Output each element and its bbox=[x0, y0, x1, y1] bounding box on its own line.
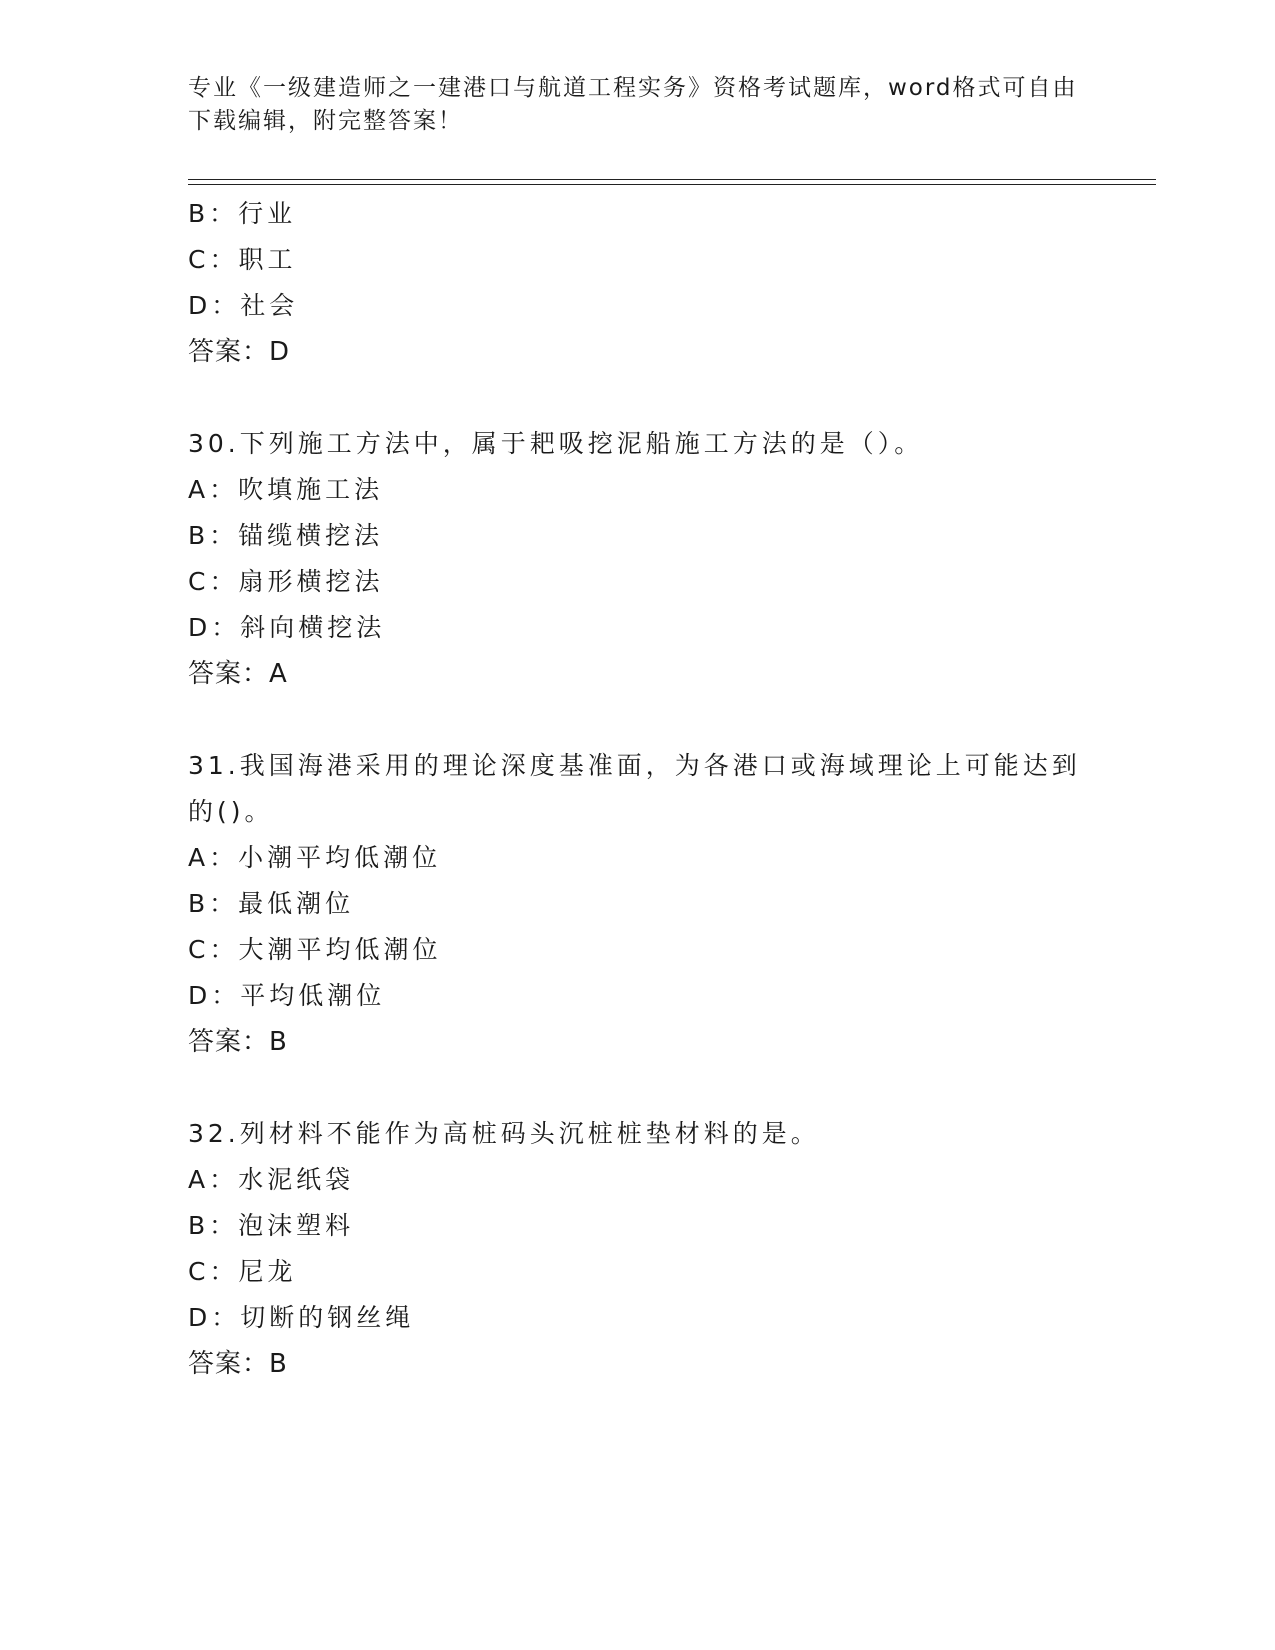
question-stem: 30.下列施工方法中，属于耙吸挖泥船施工方法的是（）。 bbox=[188, 429, 924, 458]
answer-line: 答案：B bbox=[188, 1349, 288, 1379]
header-line-1: 专业《一级建造师之一建港口与航道工程实务》资格考试题库，word格式可自由 bbox=[188, 75, 1078, 101]
option-d: D：斜向横挖法 bbox=[188, 613, 386, 642]
question-31 bbox=[188, 743, 1088, 1065]
header-line-2: 下载编辑，附完整答案！ bbox=[188, 108, 463, 134]
question-list bbox=[188, 191, 1088, 1387]
option-b: B：行业 bbox=[188, 199, 297, 228]
option-d: D：切断的钢丝绳 bbox=[188, 1303, 415, 1332]
option-a: A：水泥纸袋 bbox=[188, 1165, 355, 1194]
option-b: B：最低潮位 bbox=[188, 889, 355, 918]
option-d: D：社会 bbox=[188, 291, 299, 320]
option-a: A：吹填施工法 bbox=[188, 475, 384, 504]
option-c: C：尼龙 bbox=[188, 1257, 297, 1286]
spacer bbox=[188, 697, 1088, 743]
header-divider-top bbox=[188, 179, 1156, 180]
question-stem-line-2: 的()。 bbox=[188, 797, 274, 826]
document-header bbox=[188, 72, 1088, 138]
answer-line: 答案：D bbox=[188, 337, 291, 367]
question-30 bbox=[188, 421, 1088, 697]
answer-line: 答案：A bbox=[188, 659, 288, 689]
option-c: C：扇形横挖法 bbox=[188, 567, 384, 596]
question-29-continued bbox=[188, 191, 1088, 375]
option-b: B：锚缆横挖法 bbox=[188, 521, 384, 550]
option-c: C：大潮平均低潮位 bbox=[188, 935, 442, 964]
option-c: C：职工 bbox=[188, 245, 297, 274]
option-d: D：平均低潮位 bbox=[188, 981, 386, 1010]
option-b: B：泡沫塑料 bbox=[188, 1211, 355, 1240]
spacer bbox=[188, 1065, 1088, 1111]
option-a: A：小潮平均低潮位 bbox=[188, 843, 442, 872]
question-stem: 32.列材料不能作为高桩码头沉桩桩垫材料的是。 bbox=[188, 1119, 820, 1148]
question-stem-line-1: 31.我国海港采用的理论深度基准面，为各港口或海域理论上可能达到 bbox=[188, 751, 1081, 780]
spacer bbox=[188, 375, 1088, 421]
answer-line: 答案：B bbox=[188, 1027, 288, 1057]
question-32 bbox=[188, 1111, 1088, 1387]
header-divider-bottom bbox=[188, 184, 1156, 185]
